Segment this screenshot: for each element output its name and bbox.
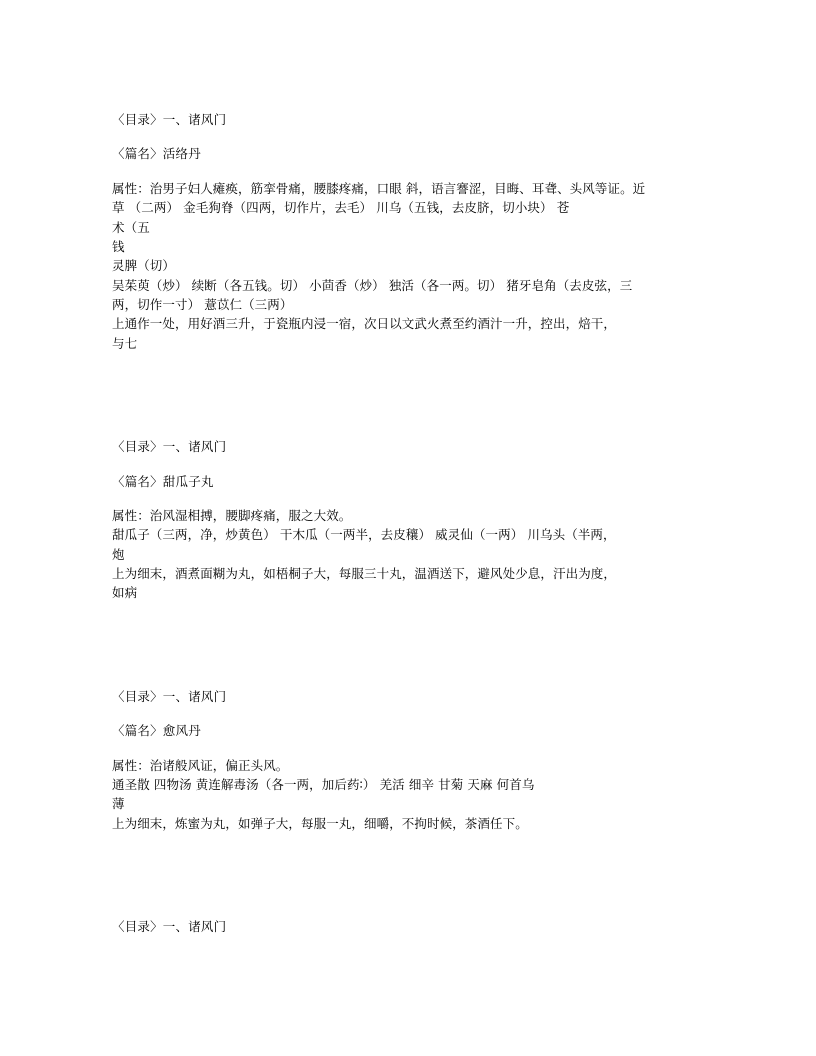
spacer [112, 393, 704, 437]
spacer [112, 741, 704, 756]
text-line: 上通作一处，用好酒三升，于瓷瓶内浸一宿，次日以文武火煮至约酒汁一升，控出，焙干， [112, 316, 617, 332]
spacer [112, 706, 704, 721]
text-line: 上为细末，炼蜜为丸，如弹子大，每服一丸，细嚼，不拘时候，茶酒任下。 [112, 815, 528, 831]
spacer [112, 491, 704, 506]
spacer [112, 643, 704, 687]
entry-text [112, 506, 704, 603]
document-body [112, 110, 704, 936]
section-title: 〈篇名〉甜瓜子丸 [112, 473, 214, 489]
spacer [112, 164, 704, 179]
document-entry [112, 437, 704, 603]
text-line: 属性：治诸般风证，偏正头风。 [112, 757, 289, 773]
section-title: 〈篇名〉活络丹 [112, 146, 201, 162]
text-line: 与七 [112, 335, 138, 351]
document-entry [112, 110, 704, 353]
section-title: 〈篇名〉愈风丹 [112, 723, 201, 739]
text-line: 属性：治男子妇人瘫痪，筋挛骨痛，腰膝疼痛，口眼 斜，语言謇涩，目晦、耳聋、头风等证。近 [112, 180, 646, 196]
text-line: 通圣散 四物汤 黄连解毒汤（各一两，加后药∶） 羌活 细辛 甘菊 天麻 何首乌 [112, 776, 535, 792]
catalog-heading: 〈目录〉一、诸风门 [112, 688, 227, 704]
text-line: 薄 [112, 796, 125, 812]
text-line: 两，切作一寸） 薏苡仁（三两） [112, 297, 293, 312]
document-entry [112, 687, 704, 833]
entry-text [112, 756, 704, 834]
text-line: 草 （二两） 金毛狗脊（四两，切作片，去毛） 川乌（五钱，去皮脐，切小块） 苍 [112, 200, 570, 216]
spacer [112, 129, 704, 144]
text-line: 上为细末，酒煮面糊为丸，如梧桐子大，每服三十丸，温酒送下，避风处少息，汗出为度， [112, 566, 617, 581]
catalog-heading: 〈目录〉一、诸风门 [112, 919, 227, 934]
catalog-heading: 〈目录〉一、诸风门 [112, 439, 227, 455]
text-line: 术（五 [112, 219, 150, 235]
entry-text [112, 179, 704, 353]
text-line: 吴茱萸（炒） 续断（各五钱。切） 小茴香（炒） 独活（各一两。切） 猪牙皂角（去皮弦，三 [112, 277, 633, 293]
text-line: 如病 [112, 585, 138, 601]
spacer [112, 873, 704, 917]
text-line: 钱 [112, 238, 125, 254]
text-line: 炮 [112, 546, 125, 562]
document-entry [112, 917, 704, 936]
catalog-heading: 〈目录〉一、诸风门 [112, 112, 227, 127]
spacer [112, 457, 704, 472]
text-line: 灵脾（切） [112, 258, 176, 274]
text-line: 属性：治风湿相搏，腰脚疼痛，服之大效。 [112, 507, 352, 523]
text-line: 甜瓜子（三两，净，炒黄色） 干木瓜（一两半，去皮穰） 威灵仙（一两） 川乌头（半两， [112, 527, 616, 543]
